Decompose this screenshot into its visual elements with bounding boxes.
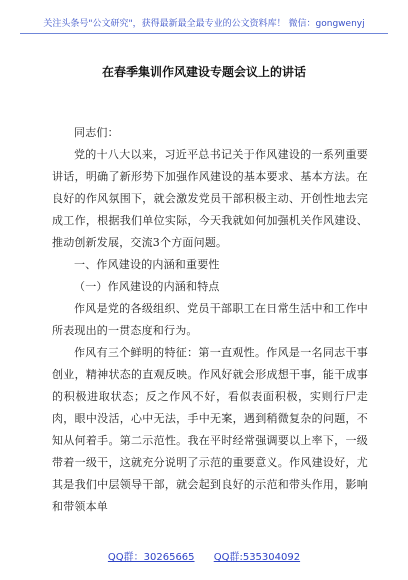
footer-qq-group-2: QQ群:535304092 [213,552,301,563]
section-heading: 一、作风建设的内涵和重要性 [74,258,220,271]
body-paragraph: 作风是党的各级组织、党员干部职工在日常生活中和工作中所表现出的一贯态度和行为。 [52,302,368,337]
footer-qq-group-1: QQ群：30265665 [107,552,195,563]
subsection-heading: （一）作风建设的内涵和特点 [74,280,220,293]
body-paragraph: 党的十八大以来，习近平总书记关于作风建设的一系列重要讲话，明确了新形势下加强作风建设的基本要求、基本方法。在良好的作风氛围下，就会激发党员干部积极主动、开创性地去完成工作，根据我们单位实际，今天我就如何加强机关作风建设、推动创新发展，交流3个方面问题。 [52,148,368,249]
header-divider [20,33,388,34]
body-paragraph: 作风有三个鲜明的特征：第一直观性。作风是一名同志干事创业，精神状态的直观反映。作风好就会形成想干事，能干成事的积极进取状态；反之作风不好，看似表面积极，实则行尸走肉，眼中没活，心中无法，手中无案，遇到稍微复杂的问题，不知从何着手。第二示范性。我在平时经常强调要以上率下，一级带着一级干，这就充分说明了示范的重要意义。作风建设好，尤其是我们中层领导干部，就会起到良好的示范和带头作用，影响和带领本单 [52,346,368,513]
document-body [52,122,368,518]
document-title: 在春季集训作风建设专题会议上的讲话 [101,65,306,79]
salutation: 同志们： [74,126,119,139]
footer [0,548,408,563]
header-banner: 关注头条号"公文研究"，获得最新最全最专业的公文资料库！ 微信：gongwenyj [43,19,365,29]
